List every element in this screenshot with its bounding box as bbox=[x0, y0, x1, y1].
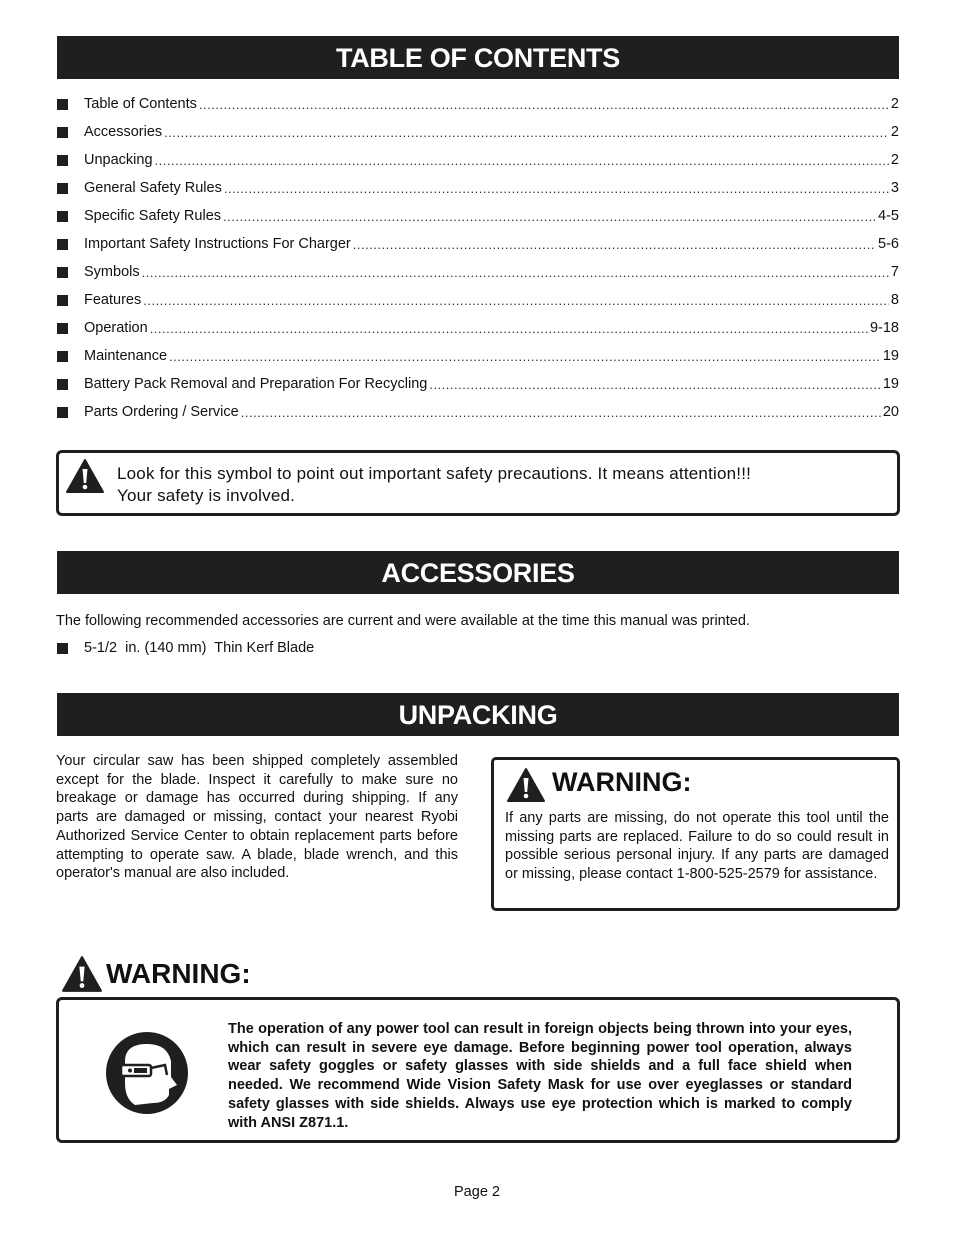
toc-item-page: 2 bbox=[890, 152, 899, 168]
bullet-square-icon bbox=[57, 351, 68, 362]
unpacking-warning-box bbox=[491, 757, 900, 911]
toc-leader-dots bbox=[429, 377, 881, 392]
warning-triangle-icon bbox=[65, 458, 105, 494]
toc-leader-dots bbox=[155, 153, 889, 168]
page-number: Page 2 bbox=[454, 1184, 500, 1200]
toc-row bbox=[57, 398, 899, 426]
toc-leader-dots bbox=[169, 349, 881, 364]
bullet-square-icon bbox=[57, 323, 68, 334]
toc-item-page: 20 bbox=[882, 404, 899, 420]
bullet-square-icon bbox=[57, 99, 68, 110]
warning-triangle-icon bbox=[506, 767, 546, 803]
bullet-square-icon bbox=[57, 127, 68, 138]
toc-item-page: 19 bbox=[882, 376, 899, 392]
safety-notice-line1: Look for this symbol to point out important safety precautions. It means attention!!! bbox=[117, 464, 752, 483]
toc-leader-dots bbox=[142, 265, 889, 280]
toc-row bbox=[57, 146, 899, 174]
toc-row bbox=[57, 230, 899, 258]
bullet-square-icon bbox=[57, 183, 68, 194]
toc-item-title: Parts Ordering / Service bbox=[84, 404, 239, 420]
toc-item-page: 7 bbox=[890, 264, 899, 280]
toc-item-title: Features bbox=[84, 292, 142, 308]
toc-row bbox=[57, 118, 899, 146]
toc-item-page: 5-6 bbox=[878, 236, 899, 252]
accessories-heading: ACCESSORIES bbox=[57, 551, 899, 594]
safety-goggles-icon bbox=[105, 1031, 189, 1115]
toc-row bbox=[57, 342, 899, 370]
toc-item-page: 8 bbox=[890, 292, 899, 308]
toc-leader-dots bbox=[224, 181, 889, 196]
toc-leader-dots bbox=[199, 97, 889, 112]
toc-row bbox=[57, 90, 899, 118]
toc-row bbox=[57, 314, 899, 342]
safety-notice-text bbox=[117, 463, 751, 507]
toc-item-page: 4-5 bbox=[878, 208, 899, 224]
warning-triangle-icon bbox=[61, 955, 103, 993]
bullet-square-icon bbox=[57, 155, 68, 166]
eye-warning-title: WARNING: bbox=[106, 958, 251, 989]
toc-row bbox=[57, 202, 899, 230]
toc-item-page: 9-18 bbox=[869, 320, 899, 336]
toc-leader-dots bbox=[223, 209, 876, 224]
toc-item-title: Maintenance bbox=[84, 348, 168, 364]
toc-heading: TABLE OF CONTENTS bbox=[57, 36, 899, 79]
safety-notice-box bbox=[56, 450, 900, 516]
toc-item-title: Operation bbox=[84, 320, 148, 336]
toc-list bbox=[57, 90, 899, 426]
toc-leader-dots bbox=[143, 293, 889, 308]
unpacking-warning-title: WARNING: bbox=[552, 767, 692, 797]
toc-leader-dots bbox=[241, 405, 881, 420]
toc-item-title: Accessories bbox=[84, 124, 163, 140]
toc-item-title: Important Safety Instructions For Charger bbox=[84, 236, 351, 252]
toc-item-title: Battery Pack Removal and Preparation For Recycling bbox=[84, 376, 428, 392]
accessory-item-label: 5-1/2 in. (140 mm) Thin Kerf Blade bbox=[84, 640, 315, 656]
unpacking-text: Your circular saw has been shipped completely assembled except for the blade. Inspect it carefully to make sure no breakage or damage has occurred during shipping. If any parts are damaged or missing, contact your nearest Ryobi Authorized Service Center to obtain replacement parts before attempting to operate saw. A blade, blade wrench, and this operator's manual are also included. bbox=[56, 753, 458, 882]
safety-notice-line2: Your safety is involved. bbox=[117, 486, 296, 505]
toc-leader-dots bbox=[150, 321, 868, 336]
unpacking-warning-text: If any parts are missing, do not operate this tool until the missing parts are replaced. Failure to do so could result in possible serious personal injury. If any parts are damaged or missing, please contact 1-800-525-2579 for assistance. bbox=[505, 810, 889, 883]
eye-warning-box bbox=[56, 997, 900, 1143]
toc-item-title: Table of Contents bbox=[84, 96, 197, 112]
bullet-square-icon bbox=[57, 643, 68, 654]
toc-row bbox=[57, 370, 899, 398]
toc-item-page: 19 bbox=[882, 348, 899, 364]
bullet-square-icon bbox=[57, 407, 68, 418]
eye-warning-text: The operation of any power tool can result in foreign objects being thrown into your eyes, which can result in severe eye damage. Before beginning power tool operation, always wear safety goggles or safety glasses with side shields and a full face shield when needed. We recommend Wide Vision Safety Mask for use over eyeglasses or standard safety glasses with side shields. Always use eye protection which is marked to comply with ANSI Z871.1. bbox=[228, 1021, 852, 1131]
bullet-square-icon bbox=[57, 295, 68, 306]
accessories-intro: The following recommended accessories are current and were available at the time this manual was printed. bbox=[56, 613, 750, 629]
toc-row bbox=[57, 258, 899, 286]
accessory-item bbox=[57, 640, 314, 656]
toc-item-title: Specific Safety Rules bbox=[84, 208, 222, 224]
bullet-square-icon bbox=[57, 379, 68, 390]
toc-item-page: 2 bbox=[890, 96, 899, 112]
toc-leader-dots bbox=[164, 125, 889, 140]
bullet-square-icon bbox=[57, 267, 68, 278]
toc-leader-dots bbox=[353, 237, 876, 252]
unpacking-heading: UNPACKING bbox=[57, 693, 899, 736]
toc-row bbox=[57, 174, 899, 202]
toc-item-page: 3 bbox=[890, 180, 899, 196]
bullet-square-icon bbox=[57, 211, 68, 222]
toc-item-title: Unpacking bbox=[84, 152, 153, 168]
toc-item-page: 2 bbox=[890, 124, 899, 140]
bullet-square-icon bbox=[57, 239, 68, 250]
toc-item-title: Symbols bbox=[84, 264, 140, 280]
toc-item-title: General Safety Rules bbox=[84, 180, 222, 196]
toc-row bbox=[57, 286, 899, 314]
